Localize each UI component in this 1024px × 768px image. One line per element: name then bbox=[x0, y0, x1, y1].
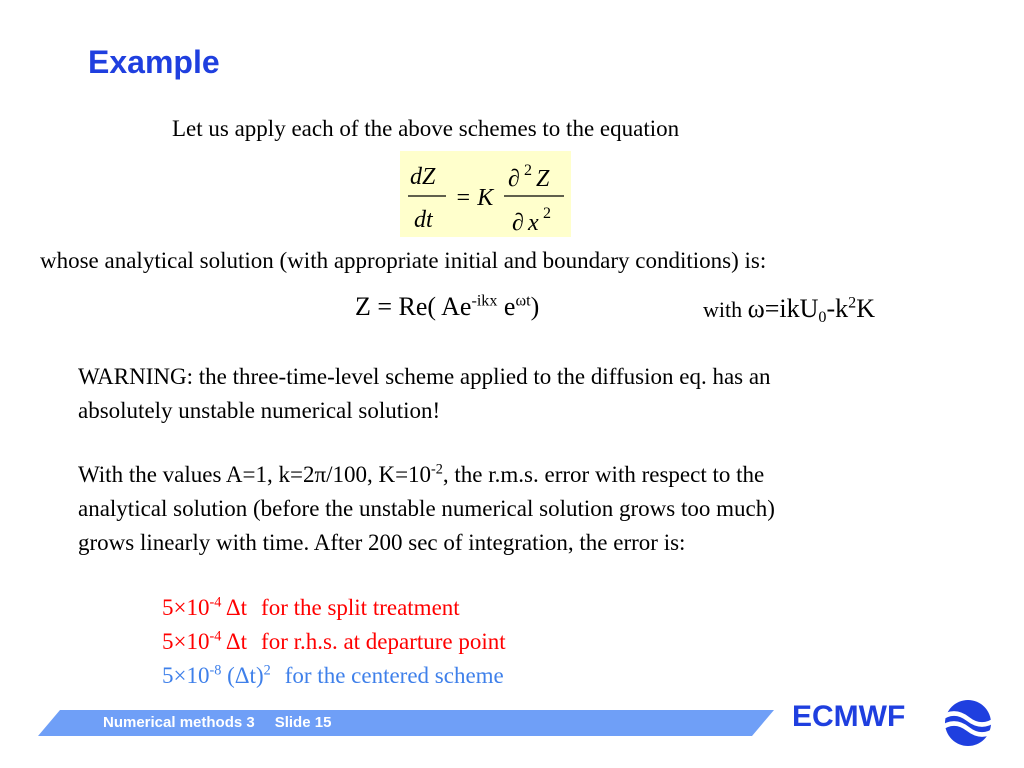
solution-close: ) bbox=[530, 292, 540, 321]
footer-caption bbox=[103, 714, 331, 731]
values-paragraph bbox=[78, 458, 775, 560]
values-line-2: analytical solution (before the unstable numerical solution grows too much) bbox=[78, 496, 775, 521]
result-label: for the centered scheme bbox=[284, 663, 504, 688]
footer-course: Numerical methods 3 bbox=[103, 714, 255, 731]
result-coef: 5×10 bbox=[162, 663, 210, 688]
warning-line: absolutely unstable numerical solution! bbox=[78, 398, 441, 423]
eq-lhs-denominator: dt bbox=[414, 207, 433, 233]
result-unit: Δt bbox=[221, 595, 248, 620]
values-line-1-b: , the r.m.s. error with respect to the bbox=[442, 462, 765, 487]
omega-minus-k: -k bbox=[826, 294, 849, 323]
result-exp: -4 bbox=[209, 594, 222, 611]
footer-slide-number: Slide 15 bbox=[274, 714, 332, 731]
eq-rhs-den-exponent: 2 bbox=[543, 205, 551, 222]
slide-title: Example bbox=[88, 44, 220, 80]
with-word: with bbox=[703, 297, 748, 322]
values-line-3: grows linearly with time. After 200 sec of integration, the error is: bbox=[78, 530, 686, 555]
solution-main: Z = Re( Ae bbox=[355, 292, 472, 321]
solution-exp2: ωt bbox=[515, 292, 531, 310]
result-label: for r.h.s. at departure point bbox=[261, 629, 506, 654]
solution-intro-text: whose analytical solution (with appropriate initial and boundary conditions) is: bbox=[40, 248, 767, 273]
omega-definition bbox=[703, 294, 875, 324]
result-unit-exp: 2 bbox=[263, 662, 271, 679]
eq-rhs-num-var: Z bbox=[536, 166, 550, 192]
result-split bbox=[162, 595, 460, 621]
warning-paragraph bbox=[78, 360, 771, 428]
ecmwf-brand-text: ECMWF bbox=[792, 700, 906, 733]
solution-mid: e bbox=[497, 292, 516, 321]
analytical-solution bbox=[355, 292, 539, 322]
values-line-1 bbox=[78, 458, 775, 492]
eq-rhs-den-var: x bbox=[528, 210, 539, 236]
result-departure bbox=[162, 629, 506, 655]
omega-k: K bbox=[856, 294, 875, 323]
result-coef: 5×10 bbox=[162, 595, 210, 620]
result-exp: -4 bbox=[209, 628, 222, 645]
warning-line: WARNING: the three-time-level scheme applied to the diffusion eq. has an bbox=[78, 364, 771, 389]
equation-svg bbox=[400, 151, 571, 237]
result-unit: (Δt) bbox=[221, 663, 264, 688]
intro-text: Let us apply each of the above schemes to the equation bbox=[172, 116, 680, 141]
diffusion-equation bbox=[400, 151, 571, 237]
eq-equals-k: = K bbox=[455, 185, 494, 211]
values-line-1-a: With the values A=1, k=2π/100, K=10 bbox=[78, 462, 432, 487]
ecmwf-logo-icon bbox=[936, 698, 1000, 748]
omega-sup: 2 bbox=[848, 294, 857, 312]
omega-sub: 0 bbox=[818, 308, 827, 326]
eq-rhs-num-exponent: 2 bbox=[524, 162, 532, 179]
omega-expr: ω=ikU bbox=[747, 294, 819, 323]
result-exp: -8 bbox=[209, 662, 222, 679]
result-centered bbox=[162, 663, 504, 689]
result-label: for the split treatment bbox=[261, 595, 460, 620]
result-unit: Δt bbox=[221, 629, 248, 654]
eq-rhs-den-partial: ∂ bbox=[512, 210, 524, 236]
result-coef: 5×10 bbox=[162, 629, 210, 654]
eq-lhs-numerator: dZ bbox=[410, 164, 436, 190]
values-line-1-exp: -2 bbox=[431, 461, 443, 478]
solution-exp1: -ikx bbox=[471, 292, 498, 310]
eq-rhs-num-partial: ∂ bbox=[508, 166, 520, 192]
